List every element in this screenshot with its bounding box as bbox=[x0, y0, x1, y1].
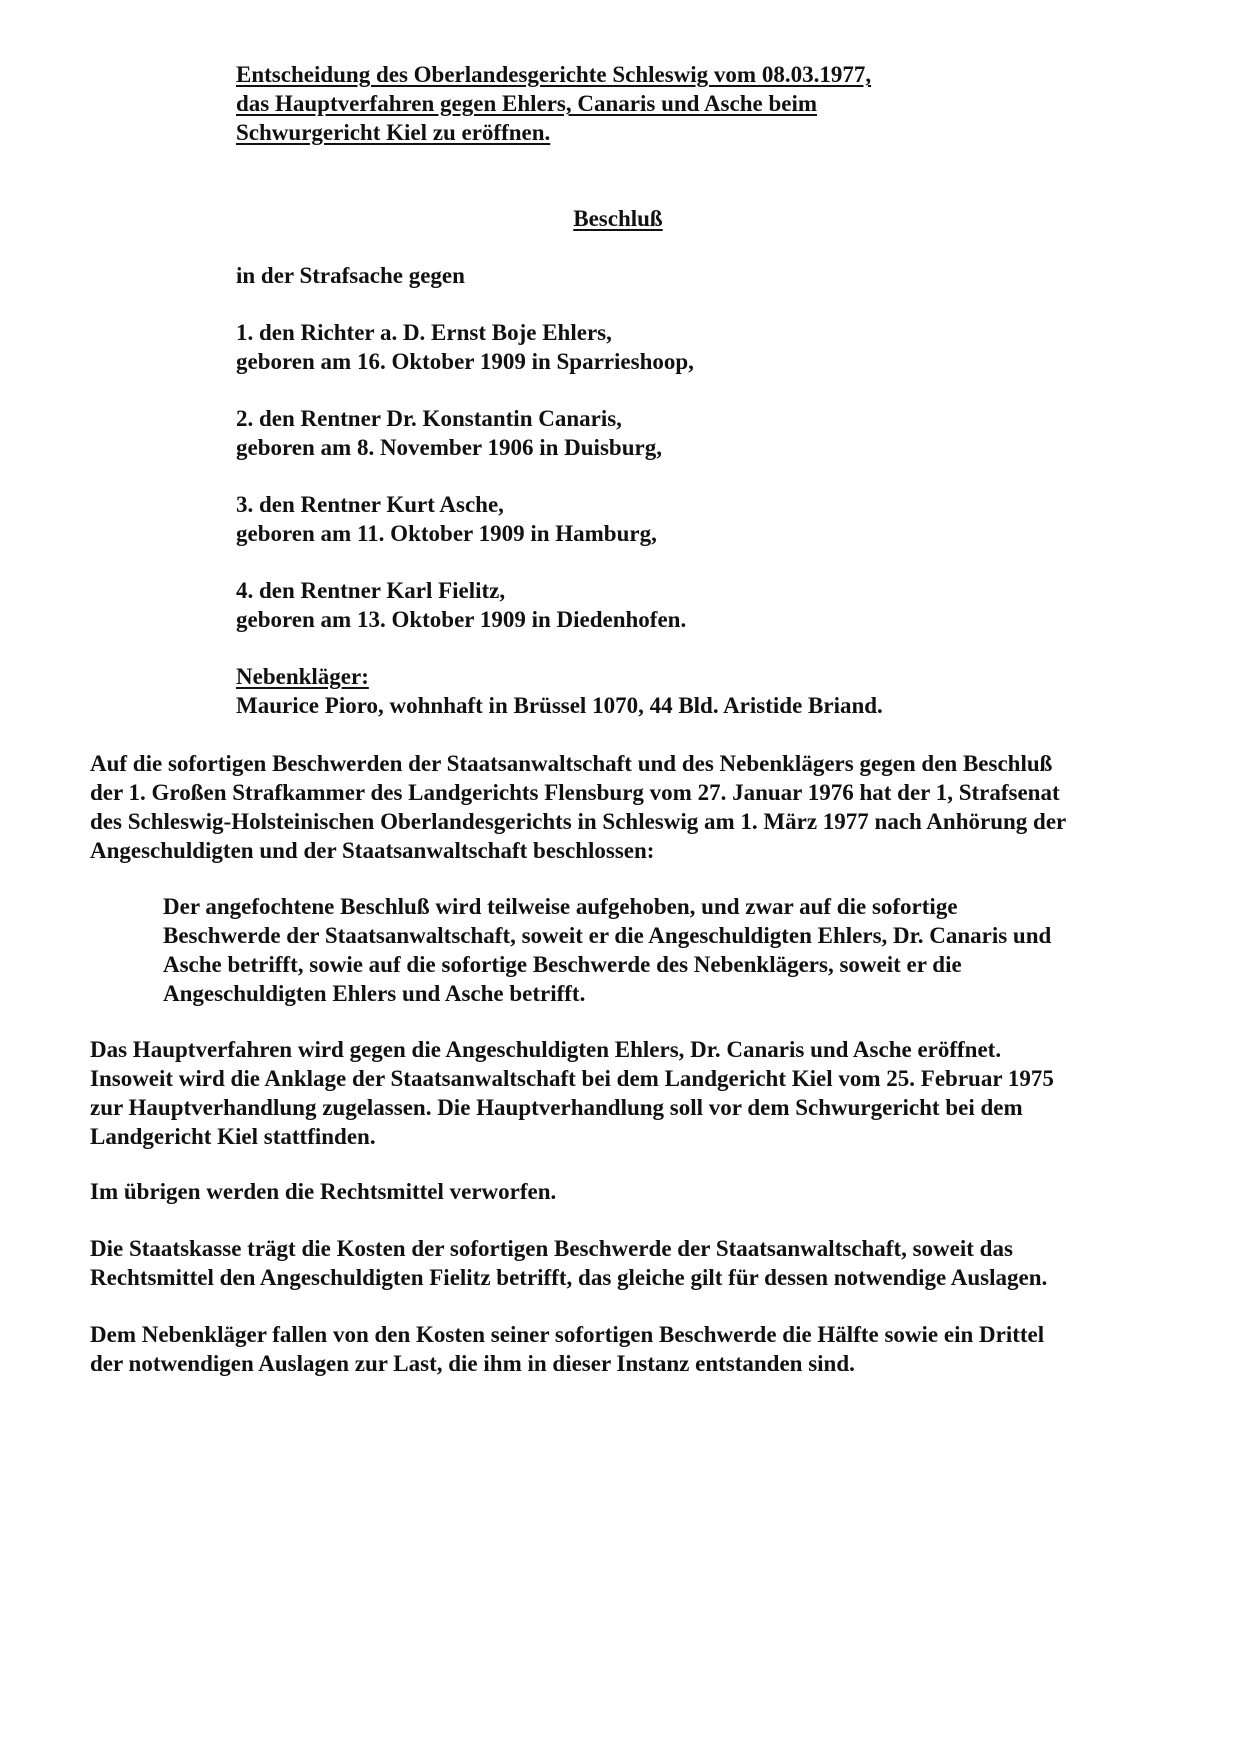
nebenklaeger-label: Nebenkläger: bbox=[236, 664, 369, 689]
title-text: Beschluß bbox=[573, 206, 663, 231]
rechtsmittel-paragraph bbox=[90, 1177, 556, 1206]
paragraph-line: Das Hauptverfahren wird gegen die Angeschuldigten Ehlers, Dr. Canaris und Asche eröffnet. bbox=[90, 1037, 1002, 1062]
paragraph-line: Insoweit wird die Anklage der Staatsanwaltschaft bei dem Landgericht Kiel vom 25. Februar 1975 bbox=[90, 1066, 1054, 1091]
paragraph-line: Angeschuldigten Ehlers und Asche betrifft. bbox=[163, 981, 586, 1006]
paragraph-line: zur Hauptverhandlung zugelassen. Die Hauptverhandlung soll vor dem Schwurgericht bei dem bbox=[90, 1095, 1023, 1120]
defendant-entry bbox=[236, 318, 694, 376]
paragraph-line: des Schleswig-Holsteinischen Oberlandesgerichts in Schleswig am 1. März 1977 nach Anhörung der bbox=[90, 809, 1067, 834]
heading-line: Schwurgericht Kiel zu eröffnen. bbox=[236, 120, 551, 145]
defendant-entry bbox=[236, 576, 686, 634]
defendant-name: 2. den Rentner Dr. Konstantin Canaris, bbox=[236, 406, 622, 431]
defendant-birth: geboren am 16. Oktober 1909 in Sparrieshoop, bbox=[236, 349, 694, 374]
nebenklaeger-section bbox=[236, 662, 883, 720]
defendant-entry bbox=[236, 490, 657, 548]
paragraph-line: der notwendigen Auslagen zur Last, die ihm in dieser Instanz entstanden sind. bbox=[90, 1351, 855, 1376]
strafsache-text: in der Strafsache gegen bbox=[236, 263, 465, 288]
defendant-birth: geboren am 11. Oktober 1909 in Hamburg, bbox=[236, 521, 657, 546]
decision-paragraph bbox=[163, 892, 1051, 1008]
defendant-entry bbox=[236, 404, 662, 462]
defendant-birth: geboren am 8. November 1906 in Duisburg, bbox=[236, 435, 662, 460]
paragraph-line: Im übrigen werden die Rechtsmittel verworfen. bbox=[90, 1179, 557, 1204]
paragraph-line: Dem Nebenkläger fallen von den Kosten seiner sofortigen Beschwerde die Hälfte sowie ein Drittel bbox=[90, 1322, 1045, 1347]
nebenklaeger-text: Maurice Pioro, wohnhaft in Brüssel 1070, 44 Bld. Aristide Briand. bbox=[236, 693, 883, 718]
document-heading bbox=[236, 60, 871, 147]
document-title bbox=[0, 204, 1240, 233]
heading-line: Entscheidung des Oberlandesgerichte Schleswig vom 08.03.1977, bbox=[236, 62, 872, 87]
hauptverfahren-paragraph bbox=[90, 1035, 1054, 1151]
paragraph-line: Rechtsmittel den Angeschuldigten Fielitz betrifft, das gleiche gilt für dessen notwendige Auslagen. bbox=[90, 1265, 1048, 1290]
paragraph-line: Auf die sofortigen Beschwerden der Staatsanwaltschaft und des Nebenklägers gegen den Beschluß bbox=[90, 751, 1053, 776]
strafsache-intro bbox=[236, 261, 465, 290]
defendant-birth: geboren am 13. Oktober 1909 in Diedenhofen. bbox=[236, 607, 687, 632]
paragraph-line: Die Staatskasse trägt die Kosten der sofortigen Beschwerde der Staatsanwaltschaft, soweit das bbox=[90, 1236, 1013, 1261]
intro-paragraph bbox=[90, 749, 1066, 865]
defendant-name: 3. den Rentner Kurt Asche, bbox=[236, 492, 504, 517]
paragraph-line: Der angefochtene Beschluß wird teilweise aufgehoben, und zwar auf die sofortige bbox=[163, 894, 958, 919]
paragraph-line: Beschwerde der Staatsanwaltschaft, soweit er die Angeschuldigten Ehlers, Dr. Canaris und bbox=[163, 923, 1052, 948]
paragraph-line: Angeschuldigten und der Staatsanwaltschaft beschlossen: bbox=[90, 838, 655, 863]
kosten-paragraph-nebenklaeger bbox=[90, 1320, 1044, 1378]
heading-line: das Hauptverfahren gegen Ehlers, Canaris und Asche beim bbox=[236, 91, 818, 116]
paragraph-line: der 1. Großen Strafkammer des Landgerichts Flensburg vom 27. Januar 1976 hat der 1, Strafsenat bbox=[90, 780, 1060, 805]
defendant-name: 1. den Richter a. D. Ernst Boje Ehlers, bbox=[236, 320, 612, 345]
paragraph-line: Landgericht Kiel stattfinden. bbox=[90, 1124, 376, 1149]
defendant-name: 4. den Rentner Karl Fielitz, bbox=[236, 578, 506, 603]
paragraph-line: Asche betrifft, sowie auf die sofortige Beschwerde des Nebenklägers, soweit er die bbox=[163, 952, 962, 977]
kosten-paragraph-staatskasse bbox=[90, 1234, 1047, 1292]
